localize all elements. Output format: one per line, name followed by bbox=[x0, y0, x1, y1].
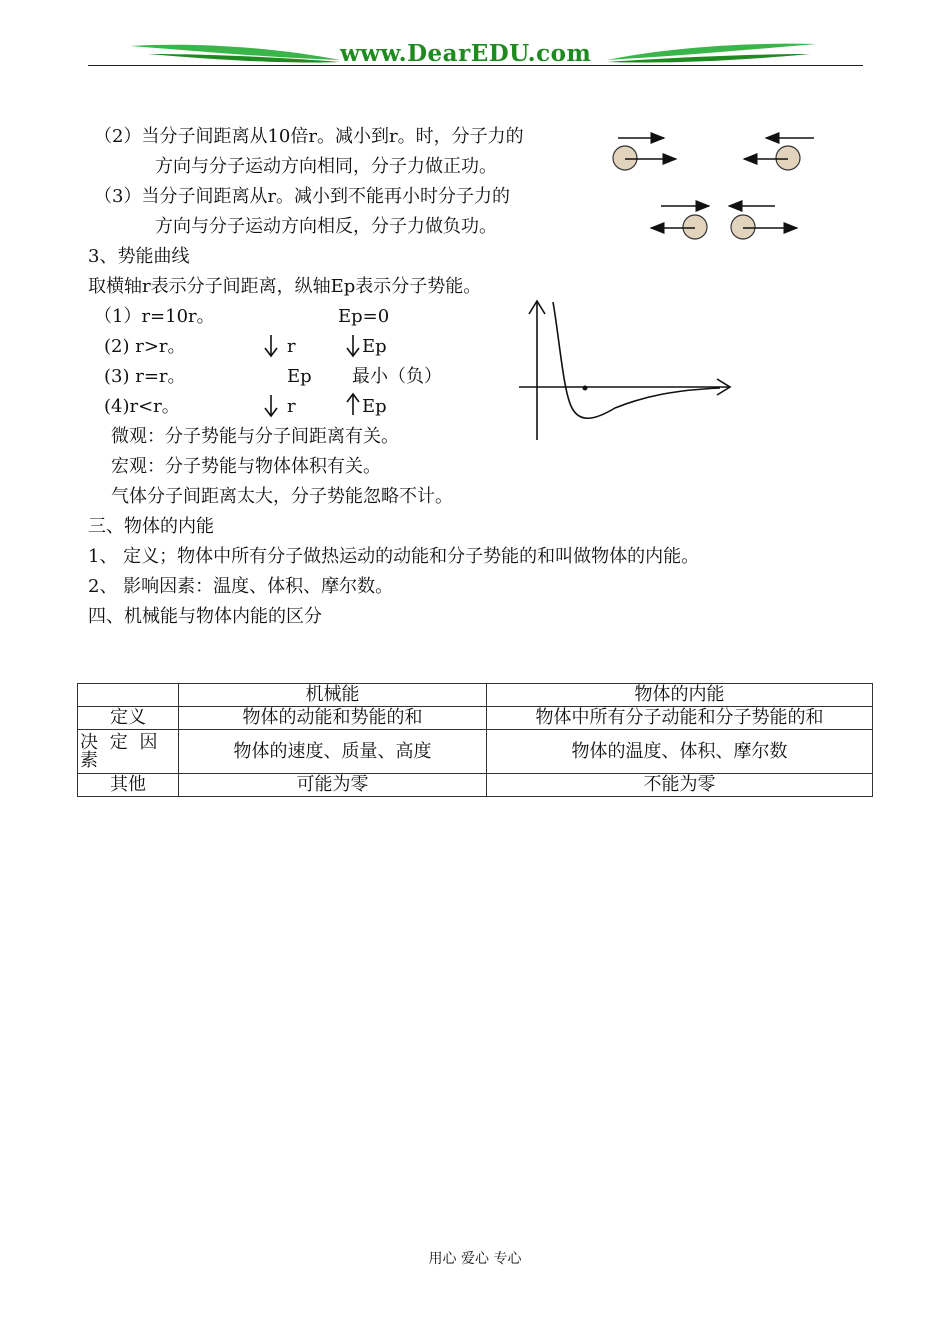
table-cell: 不能为零 bbox=[487, 774, 873, 797]
case-r: r bbox=[287, 396, 296, 417]
arrow-down-icon bbox=[345, 334, 361, 358]
case-ep: Ep=0 bbox=[338, 306, 390, 327]
header-swoosh-right bbox=[605, 40, 820, 66]
case-ep: Ep bbox=[362, 336, 387, 357]
text-line: 方向与分子运动方向相反，分子力做负功。 bbox=[155, 216, 497, 237]
table-row-label: 定义 bbox=[78, 707, 179, 730]
molecule-attract-diagram bbox=[600, 126, 820, 176]
header-rule bbox=[88, 65, 863, 66]
table-row bbox=[78, 774, 873, 797]
case-label: (3) r=r。 bbox=[104, 366, 186, 387]
text-line: （2）当分子间距离从10倍r。减小到r。时，分子力的 bbox=[94, 126, 524, 147]
header-swoosh-left bbox=[128, 40, 343, 66]
table-row bbox=[78, 707, 873, 730]
table-cell bbox=[78, 684, 179, 707]
table-cell: 可能为零 bbox=[179, 774, 487, 797]
molecule-repel-diagram bbox=[645, 196, 805, 246]
text-line: 取横轴r表示分子间距离，纵轴Ep表示分子势能。 bbox=[88, 276, 482, 297]
table-cell: 物体中所有分子动能和分子势能的和 bbox=[487, 707, 873, 730]
potential-energy-curve bbox=[515, 296, 740, 446]
case-r: Ep bbox=[287, 366, 312, 387]
table-cell: 物体的动能和势能的和 bbox=[179, 707, 487, 730]
text-line: （3）当分子间距离从r。减小到不能再小时分子力的 bbox=[94, 186, 511, 207]
table-row-label: 其他 bbox=[78, 774, 179, 797]
note-line: 宏观：分子势能与物体体积有关。 bbox=[111, 456, 381, 477]
case-r: r bbox=[287, 336, 296, 357]
table-header-cell: 机械能 bbox=[179, 684, 487, 707]
table-cell: 物体的速度、质量、高度 bbox=[179, 730, 487, 774]
table-row-label: 决 定 因 素 bbox=[78, 730, 179, 774]
table-cell: 物体的温度、体积、摩尔数 bbox=[487, 730, 873, 774]
arrow-up-icon bbox=[345, 392, 361, 416]
site-logo: www.DearEDU.com bbox=[340, 40, 592, 67]
case-label: (2) r>r。 bbox=[104, 336, 186, 357]
section-heading: 三、物体的内能 bbox=[88, 516, 214, 537]
table-header-cell: 物体的内能 bbox=[487, 684, 873, 707]
case-ep: Ep bbox=[362, 396, 387, 417]
text-line: 方向与分子运动方向相同，分子力做正功。 bbox=[155, 156, 497, 177]
case-label: （1）r=10r。 bbox=[94, 306, 215, 327]
page-footer: 用心 爱心 专心 bbox=[428, 1251, 522, 1267]
table-header-row bbox=[78, 684, 873, 707]
text-line: 2、 影响因素：温度、体积、摩尔数。 bbox=[88, 576, 394, 597]
arrow-down-icon bbox=[263, 334, 279, 358]
text-line: 1、 定义；物体中所有分子做热运动的动能和分子势能的和叫做物体的内能。 bbox=[88, 546, 700, 567]
case-label: (4)r<r。 bbox=[104, 396, 180, 417]
section-heading: 3、势能曲线 bbox=[88, 246, 190, 267]
case-ep: 最小（负） bbox=[352, 366, 442, 387]
table-row bbox=[78, 730, 873, 774]
arrow-down-icon bbox=[263, 394, 279, 418]
note-line: 气体分子间距离太大，分子势能忽略不计。 bbox=[111, 486, 453, 507]
comparison-table bbox=[77, 683, 873, 797]
section-heading: 四、机械能与物体内能的区分 bbox=[88, 606, 322, 627]
note-line: 微观：分子势能与分子间距离有关。 bbox=[111, 426, 399, 447]
